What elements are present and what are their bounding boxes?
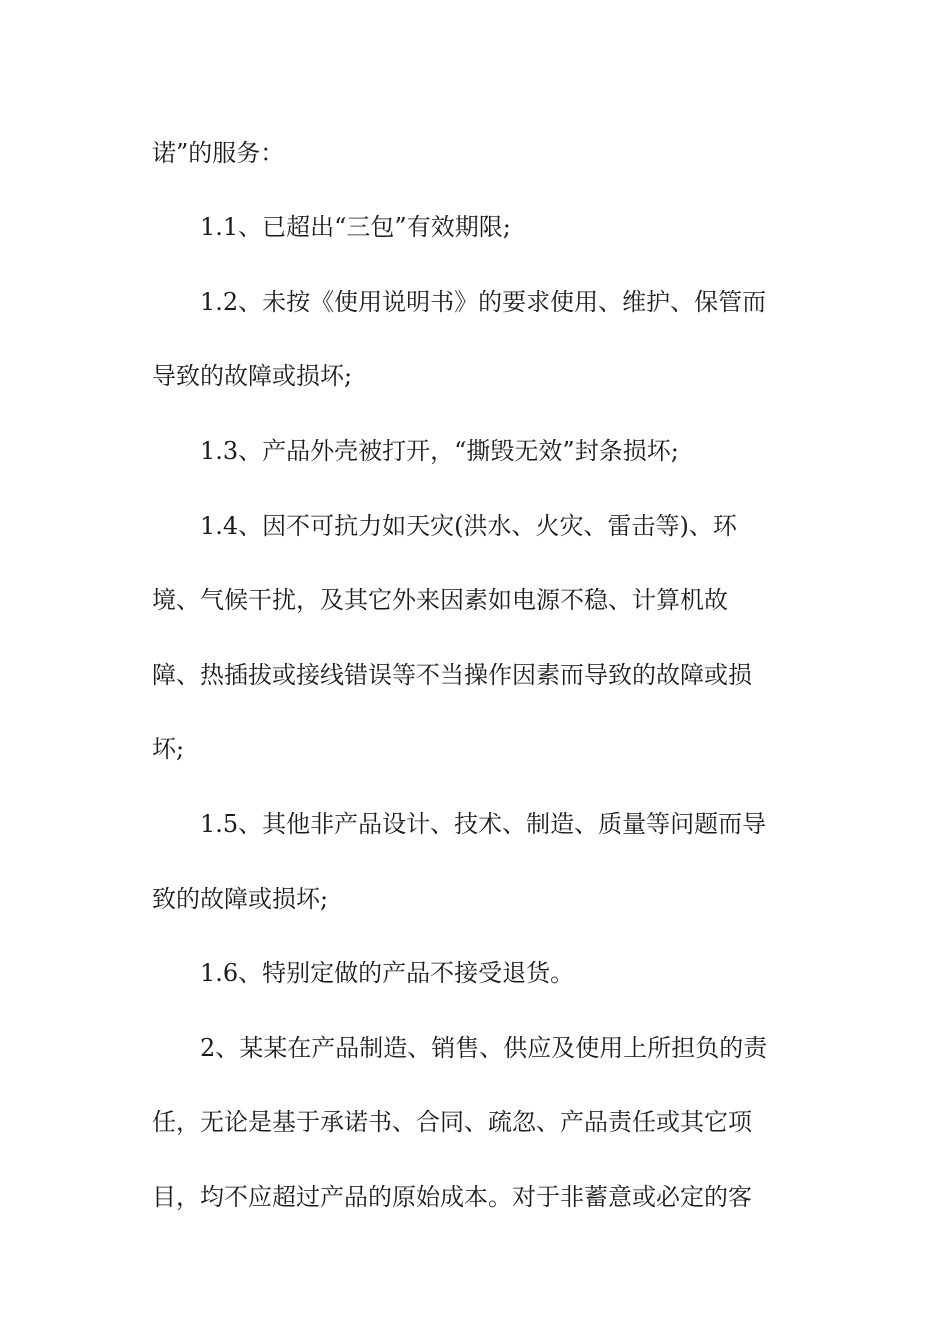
text-line: 2、某某在产品制造、销售、供应及使用上所担负的责 [200,1034,768,1062]
text-line: 1.2、未按《使用说明书》的要求使用、维护、保管而 [200,288,767,316]
text-line: 诺”的服务： [152,139,285,167]
text-line: 1.6、特别定做的产品不接受退货。 [200,959,575,987]
text-line: 坏; [152,735,185,763]
text-line: 致的故障或损坏; [152,885,329,913]
text-line: 导致的故障或损坏; [152,362,353,390]
text-line: 障、热插拔或接线错误等不当操作因素而导致的故障或损 [152,661,752,689]
text-line: 1.1、已超出“三包”有效期限; [200,213,511,241]
text-line: 1.5、其他非产品设计、技术、制造、质量等问题而导 [200,810,767,838]
text-line: 1.4、因不可抗力如天灾(洪水、火灾、雷击等)、环 [200,512,737,540]
text-line: 1.3、产品外壳被打开，“撕毁无效”封条损坏; [200,437,679,465]
text-line: 目，均不应超过产品的原始成本。对于非蓄意或必定的客 [152,1183,752,1211]
text-line: 境、气候干扰，及其它外来因素如电源不稳、计算机故 [152,586,728,614]
text-line: 任，无论是基于承诺书、合同、疏忽、产品责任或其它项 [152,1108,752,1136]
